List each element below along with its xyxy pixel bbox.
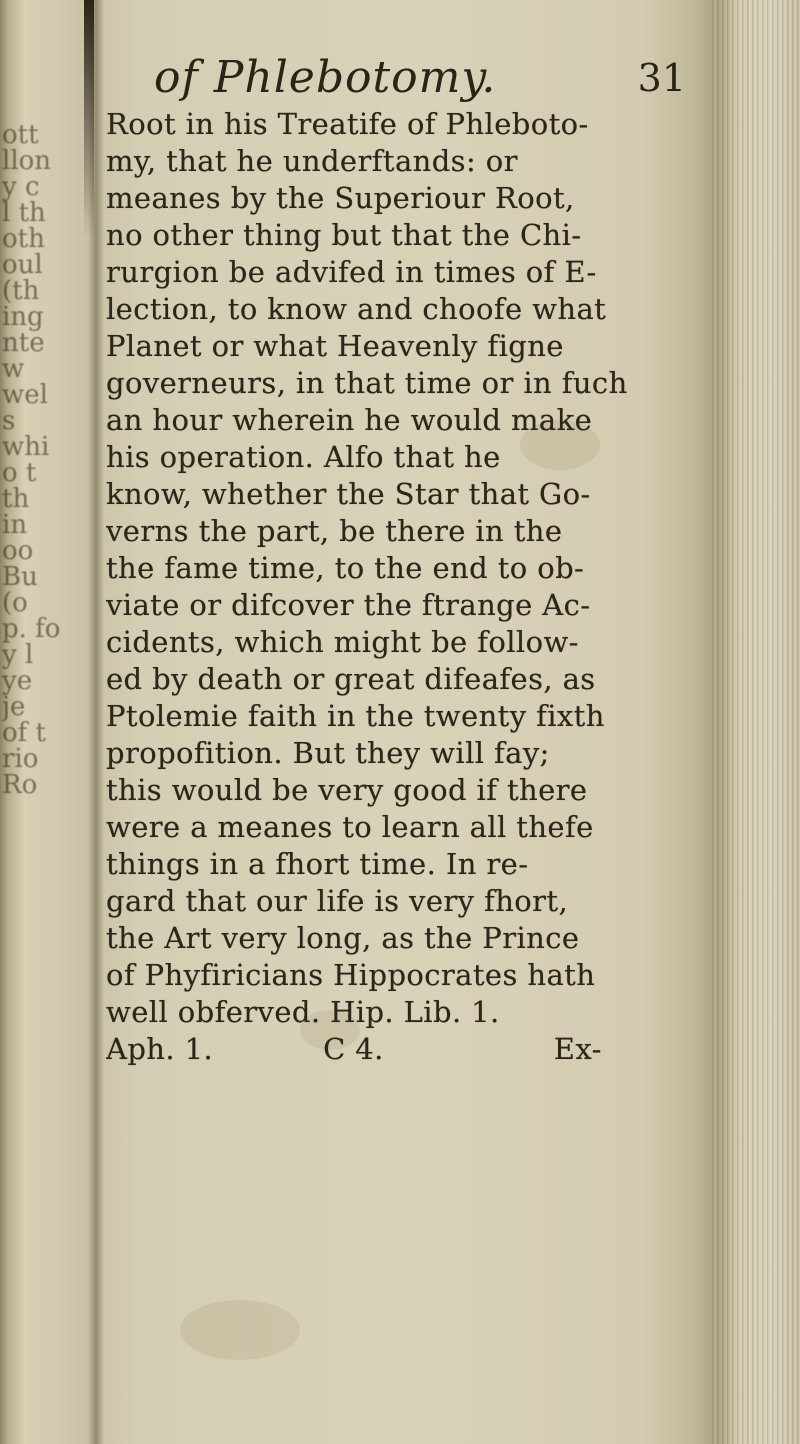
bleed-line: ye — [2, 666, 33, 696]
text-line: of Phyfiricians Hippocrates hath — [106, 958, 596, 992]
catchword: Ex- — [553, 1032, 602, 1066]
binding-gutter — [88, 0, 104, 1444]
signature-mark: C 4. — [323, 1032, 384, 1066]
bleed-line: o t — [2, 458, 37, 488]
text-line: the fame time, to the end to ob- — [106, 551, 585, 585]
bleed-line: oth — [2, 224, 45, 254]
text-line: the Art very long, as the Prince — [106, 921, 580, 955]
bleed-line: w — [2, 354, 25, 384]
text-line: Planet or what Heavenly figne — [106, 329, 564, 363]
bleed-line: y l — [2, 640, 34, 670]
last-text-line — [106, 1031, 706, 1068]
text-line: an hour wherein he would make — [106, 403, 593, 437]
foxing-stain — [180, 1300, 300, 1360]
text-line: lection, to know and choofe what — [106, 292, 607, 326]
bleed-line: Ro — [2, 770, 38, 800]
page-number: 31 — [637, 56, 686, 100]
text-line: were a meanes to learn all thefe — [106, 810, 594, 844]
text-line: ed by death or great difeafes, as — [106, 662, 596, 696]
text-line: propofition. But they will fay; — [106, 736, 550, 770]
text-line: this would be very good if there — [106, 773, 588, 807]
bleed-line: nte — [2, 328, 45, 358]
bleed-line: wel — [2, 380, 48, 410]
text-line: know, whether the Star that Go- — [106, 477, 591, 511]
text-line: rurgion be advifed in times of E- — [106, 255, 597, 289]
text-line: cidents, which might be follow- — [106, 625, 579, 659]
running-head: of Phlebotomy. — [154, 52, 497, 103]
bleed-line: p. fo — [2, 614, 61, 644]
bleed-line: y c — [2, 172, 40, 202]
text-line: meanes by the Superiour Root, — [106, 181, 575, 215]
bleed-line: in — [2, 510, 28, 540]
bleed-line: (o — [2, 588, 28, 618]
bleed-line: llon — [2, 146, 52, 176]
bleed-line: ott — [2, 120, 39, 150]
bleed-line: oo — [2, 536, 34, 566]
bleed-line: of t — [2, 718, 46, 748]
text-line: Root in his Treatife of Phleboto- — [106, 107, 589, 141]
bleed-line: l th — [2, 198, 46, 228]
facing-page-bleed — [0, 120, 86, 820]
text-line: Ptolemie faith in the twenty fixth — [106, 699, 605, 733]
bleed-line: (th — [2, 276, 40, 306]
bleed-line: oul — [2, 250, 43, 280]
page-header — [130, 52, 690, 112]
text-line: things in a fhort time. In re- — [106, 847, 529, 881]
text-line: well obferved. Hip. Lib. 1. — [106, 995, 500, 1029]
bleed-line: th — [2, 484, 30, 514]
body-text — [106, 106, 706, 1266]
text-line: his operation. Alfo that he — [106, 440, 501, 474]
page-edges — [712, 0, 800, 1444]
text-line: governeurs, in that time or in fuch — [106, 366, 628, 400]
bleed-line: rio — [2, 744, 39, 774]
text-line: viate or difcover the ftrange Ac- — [106, 588, 591, 622]
bleed-line: s — [2, 406, 16, 436]
text-line: gard that our life is very fhort, — [106, 884, 569, 918]
text-line: my, that he underftands: or — [106, 144, 518, 178]
text-line: verns the part, be there in the — [106, 514, 563, 548]
bleed-line: Bu — [2, 562, 38, 592]
bleed-line: je — [2, 692, 26, 722]
text-line-final: Aph. 1. — [106, 1032, 214, 1066]
bleed-line: whi — [2, 432, 50, 462]
bleed-line: ing — [2, 302, 44, 332]
text-line: no other thing but that the Chi- — [106, 218, 582, 252]
